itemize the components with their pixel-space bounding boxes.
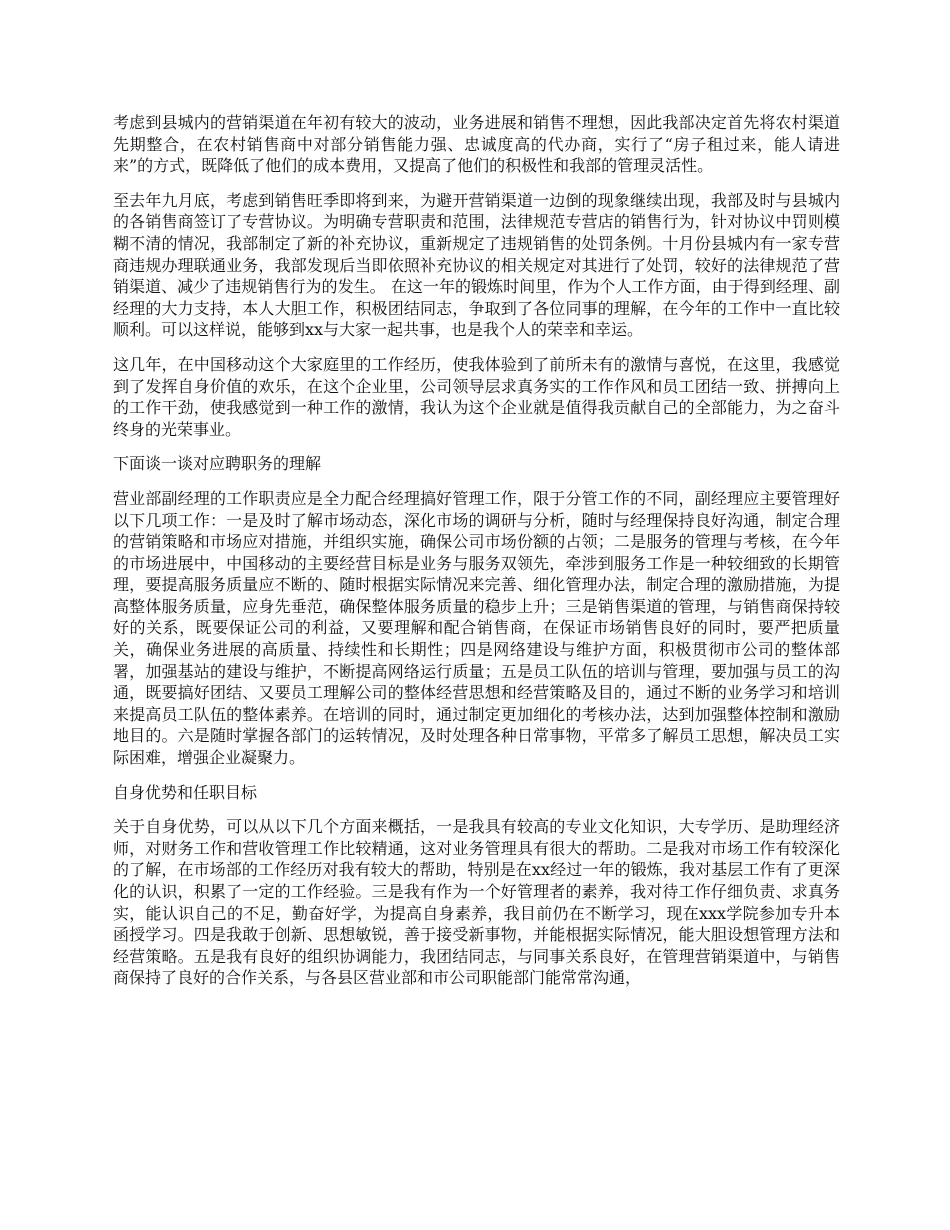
paragraph-strengths: 关于自身优势，可以从以下几个方面来概括，一是我具有较高的专业文化知识，大专学历、是助理经济师，对财务工作和营收管理工作比较精通，这对业务管理具有很大的帮助。二是我对市场工作有较深化的了解，在市场部的工作经历对我有较大的帮助，特别是在xx经过一年的锻炼，我对基层工作有了更深化的认识，积累了一定的工作经验。三是我有作为一个好管理者的素养，我对待工作仔细负责、求真务实，能认识自己的不足，勤奋好学，为提高自身素养，我目前仍在不断学习，现在xxx学院参加专升本函授学习。四是我敢于创新、思想敏锐，善于接受新事物，并能根据实际情况，能大胆设想管理方法和经营策略。五是我有良好的组织协调能力，我团结同志，与同事关系良好，在管理营销渠道中，与销售商保持了良好的合作关系，与各县区营业部和市公司职能部门能常常沟通， (113, 817, 840, 988)
paragraph-china-mobile-experience: 这几年，在中国移动这个大家庭里的工作经历，使我体验到了前所未有的激情与喜悦，在这里，我感觉到了发挥自身价值的欢乐，在这个企业里，公司领导层求真务实的工作作风和员工团结一致、拼搏向上的工作干劲，使我感觉到一种工作的激情，我认为这个企业就是值得我贡献自己的全部能力，为之奋斗终身的光荣事业。 (113, 354, 840, 439)
paragraph-rural-channels: 考虑到县城内的营销渠道在年初有较大的波动，业务进展和销售不理想，因此我部决定首先将农村渠道先期整合，在农村销售商中对部分销售能力强、忠诚度高的代办商，实行了“房子租过来，能人请进来”的方式，既降低了他们的成本费用，又提高了他们的积极性和我部的管理灵活性。 (113, 113, 840, 176)
document-body (113, 112, 840, 1002)
heading-strengths-goals: 自身优势和任职目标 (113, 782, 258, 802)
paragraph-exclusive-agreement: 至去年九月底，考虑到销售旺季即将到来，为避开营销渠道一边倒的现象继续出现，我部及时与县城内的各销售商签订了专营协议。为明确专营职责和范围，法律规范专营店的销售行为，针对协议中罚则模糊不清的情况，我部制定了新的补充协议，重新规定了违规销售的处罚条例。十月份县城内有一家专营商违规办理联通业务，我部发现后当即依照补充协议的相关规定对其进行了处罚，较好的法律规范了营销渠道、减少了违规销售行为的发生。 在这一年的锻炼时间里，作为个人工作方面，由于得到经理、副经理的大力支持，本人大胆工作，积极团结同志，争取到了各位同事的理解，在今年的工作中一直比较顺利。可以这样说，能够到xx与大家一起共事，也是我个人的荣幸和幸运。 (113, 190, 840, 340)
paragraph-job-duties: 营业部副经理的工作职责应是全力配合经理搞好管理工作，限于分管工作的不同，副经理应主要管理好以下几项工作：一是及时了解市场动态，深化市场的调研与分析，随时与经理保持良好沟通，制定合理的营销策略和市场应对措施，并组织实施，确保公司市场份额的占领；二是服务的管理与考核，在今年的市场进展中，中国移动的主要经营目标是业务与服务双领先，牵涉到服务工作是一种较细致的长期管理，要提高服务质量应不断的、随时根据实际情况来完善、细化管理办法，制定合理的激励措施，为提高整体服务质量，应身先垂范，确保整体服务质量的稳步上升；三是销售渠道的管理，与销售商保持较好的关系，既要保证公司的利益，又要理解和配合销售商，在保证市场销售良好的同时，要严把质量关，确保业务进展的高质量、持续性和长期性；四是网络建设与维护方面，积极贯彻市公司的整体部署，加强基站的建设与维护，不断提高网络运行质量；五是员工队伍的培训与管理，要加强与员工的沟通，既要搞好团结、又要员工理解公司的整体经营思想和经营策略及目的，通过不断的业务学习和培训来提高员工队伍的整体素养。在培训的同时，通过制定更加细化的考核办法，达到加强整体控制和激励地目的。六是随时掌握各部门的运转情况，及时处理各种日常事物，平常多了解员工思想，解决员工实际困难，增强企业凝聚力。 (113, 488, 840, 768)
heading-job-understanding: 下面谈一谈对应聘职务的理解 (113, 454, 322, 474)
